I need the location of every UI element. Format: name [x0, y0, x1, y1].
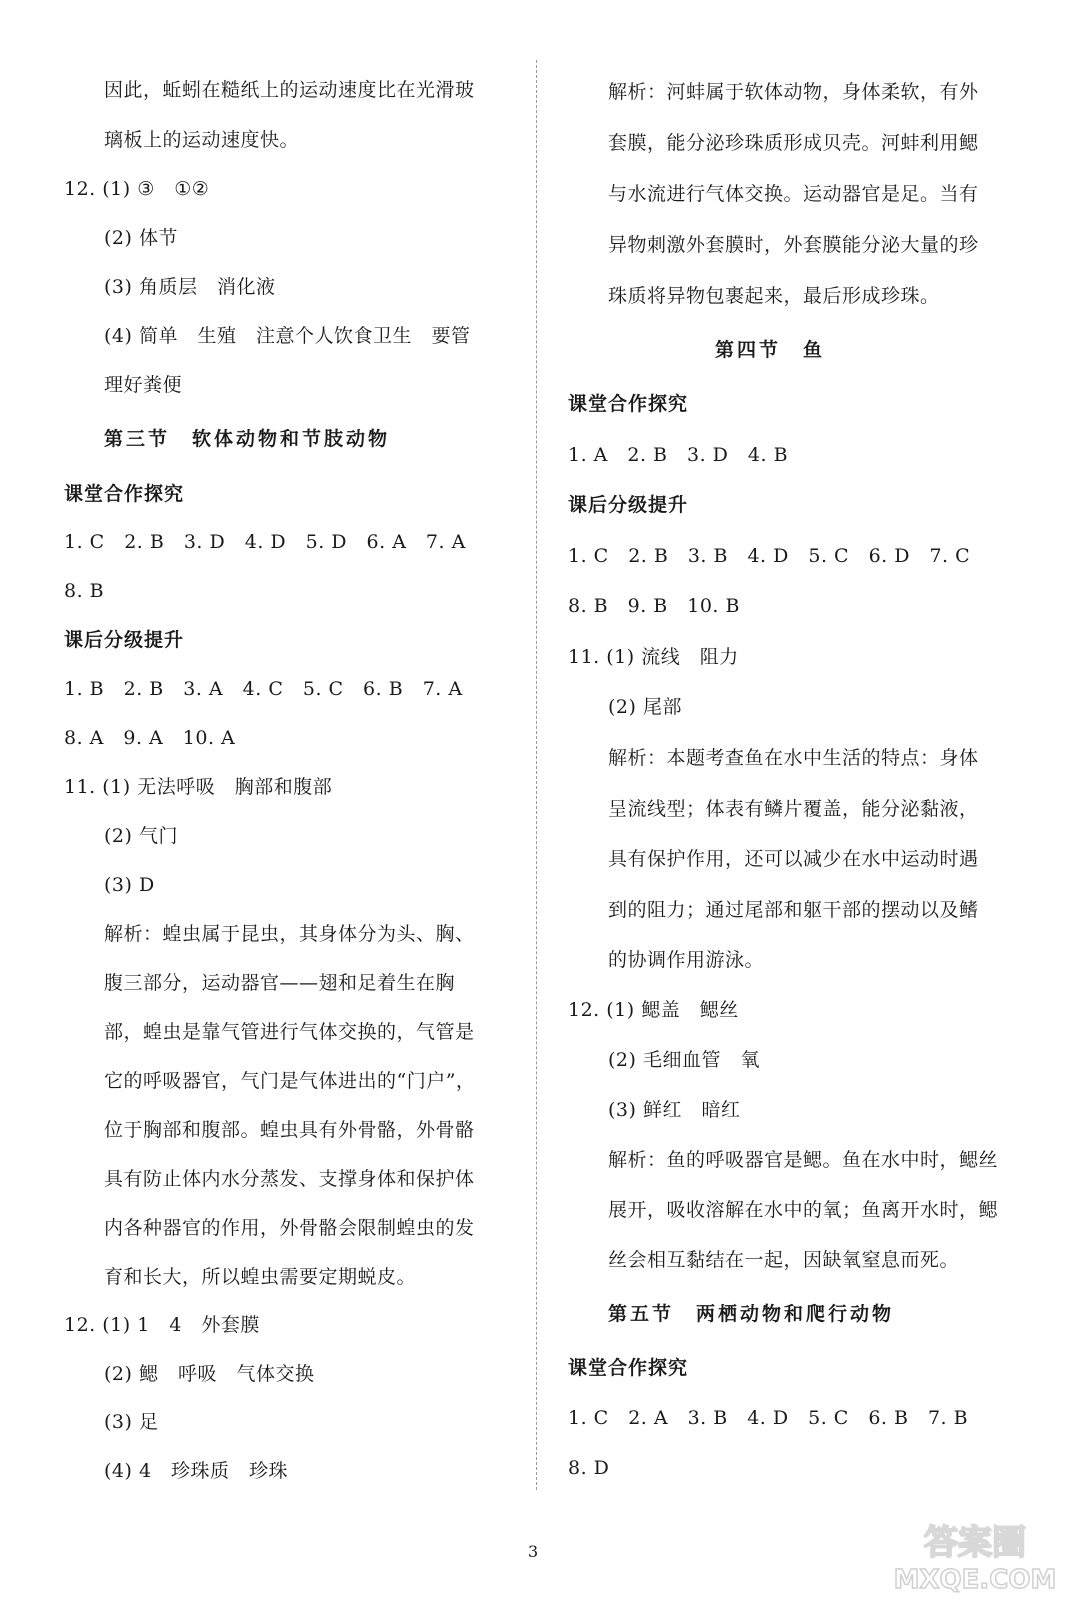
- answer-line: 1. C 2. A 3. B 4. D 5. C 6. B 7. B: [568, 1407, 969, 1429]
- text-line: 璃板上的运动速度快。: [104, 129, 300, 151]
- watermark-text-top: 答案圈: [924, 1523, 1026, 1563]
- answer-line: (3) 角质层 消化液: [104, 276, 276, 298]
- answer-line: 12. (1) ③ ①②: [64, 178, 210, 200]
- analysis-line: 套膜，能分泌珍珠质形成贝壳。河蚌利用鳃: [608, 132, 979, 154]
- answer-line: 8. B 9. B 10. B: [568, 595, 740, 617]
- subsection-heading: 课堂合作探究: [568, 393, 689, 415]
- answer-line: 1. B 2. B 3. A 4. C 5. C 6. B 7. A: [64, 678, 463, 700]
- answer-line: 1. C 2. B 3. D 4. D 5. D 6. A 7. A: [64, 531, 466, 553]
- analysis-line: 与水流进行气体交换。运动器官是足。当有: [608, 183, 979, 205]
- answer-line: 8. D: [568, 1457, 610, 1479]
- analysis-line: 解析：本题考查鱼在水中生活的特点：身体: [608, 747, 979, 769]
- answer-line: (2) 毛细血管 氧: [608, 1049, 760, 1071]
- subsection-heading: 课堂合作探究: [64, 483, 185, 505]
- analysis-line: 展开，吸收溶解在水中的氧；鱼离开水时，鳃: [608, 1199, 999, 1221]
- analysis-line: 解析：蝗虫属于昆虫，其身体分为头、胸、: [104, 923, 475, 945]
- section-title: 第三节 软体动物和节肢动物: [104, 428, 391, 450]
- answer-line: 8. A 9. A 10. A: [64, 727, 236, 749]
- subsection-heading: 课后分级提升: [568, 494, 689, 516]
- analysis-line: 丝会相互黏结在一起，因缺氧窒息而死。: [608, 1249, 960, 1271]
- analysis-line: 内各种器官的作用，外骨骼会限制蝗虫的发: [104, 1217, 475, 1239]
- analysis-line: 解析：河蚌属于软体动物，身体柔软，有外: [608, 81, 979, 103]
- text-line: 理好粪便: [104, 374, 183, 396]
- analysis-line: 腹三部分，运动器官——翅和足着生在胸: [104, 972, 456, 994]
- watermark-logo: [885, 1516, 1065, 1594]
- answer-line: 12. (1) 1 4 外套膜: [64, 1314, 260, 1336]
- answer-line: (3) D: [104, 874, 155, 896]
- analysis-line: 具有防止体内水分蒸发、支撑身体和保护体: [104, 1168, 475, 1190]
- subsection-heading: 课后分级提升: [64, 629, 185, 651]
- answer-line: 11. (1) 流线 阻力: [568, 646, 739, 668]
- answer-line: (2) 鳃 呼吸 气体交换: [104, 1363, 315, 1385]
- answer-line: 1. C 2. B 3. B 4. D 5. C 6. D 7. C: [568, 545, 971, 567]
- answer-line: 12. (1) 鳃盖 鳃丝: [568, 999, 739, 1021]
- column-divider: [536, 60, 537, 1490]
- subsection-heading: 课堂合作探究: [568, 1357, 689, 1379]
- answer-line: 11. (1) 无法呼吸 胸部和腹部: [64, 776, 333, 798]
- analysis-line: 珠质将异物包裹起来，最后形成珍珠。: [608, 285, 940, 307]
- analysis-line: 到的阻力；通过尾部和躯干部的摆动以及鳍: [608, 899, 979, 921]
- answer-line: (4) 4 珍珠质 珍珠: [104, 1460, 289, 1482]
- analysis-line: 呈流线型；体表有鳞片覆盖，能分泌黏液，: [608, 798, 979, 820]
- answer-line: (3) 足: [104, 1411, 159, 1433]
- page-number: 3: [528, 1542, 539, 1561]
- answer-line: (4) 简单 生殖 注意个人饮食卫生 要管: [104, 325, 471, 347]
- answer-line: 8. B: [64, 580, 105, 602]
- answer-line: (2) 气门: [104, 825, 178, 847]
- answer-line: (2) 体节: [104, 227, 178, 249]
- section-title: 第五节 两栖动物和爬行动物: [608, 1303, 895, 1325]
- analysis-line: 具有保护作用，还可以减少在水中运动时遇: [608, 848, 979, 870]
- analysis-line: 部，蝗虫是靠气管进行气体交换的，气管是: [104, 1021, 475, 1043]
- text-line: 因此，蚯蚓在糙纸上的运动速度比在光滑玻: [104, 79, 475, 101]
- analysis-line: 位于胸部和腹部。蝗虫具有外骨骼，外骨骼: [104, 1119, 475, 1141]
- analysis-line: 育和长大，所以蝗虫需要定期蜕皮。: [104, 1266, 417, 1288]
- answer-line: (2) 尾部: [608, 696, 682, 718]
- analysis-line: 它的呼吸器官，气门是气体进出的“门户”，: [104, 1070, 476, 1092]
- watermark-text-bottom: MXQE.COM: [893, 1565, 1057, 1594]
- section-title: 第四节 鱼: [715, 339, 826, 361]
- analysis-line: 异物刺激外套膜时，外套膜能分泌大量的珍: [608, 234, 979, 256]
- analysis-line: 的协调作用游泳。: [608, 949, 765, 971]
- answer-line: (3) 鲜红 暗红: [608, 1099, 741, 1121]
- answer-line: 1. A 2. B 3. D 4. B: [568, 444, 789, 466]
- analysis-line: 解析：鱼的呼吸器官是鳃。鱼在水中时，鳃丝: [608, 1149, 999, 1171]
